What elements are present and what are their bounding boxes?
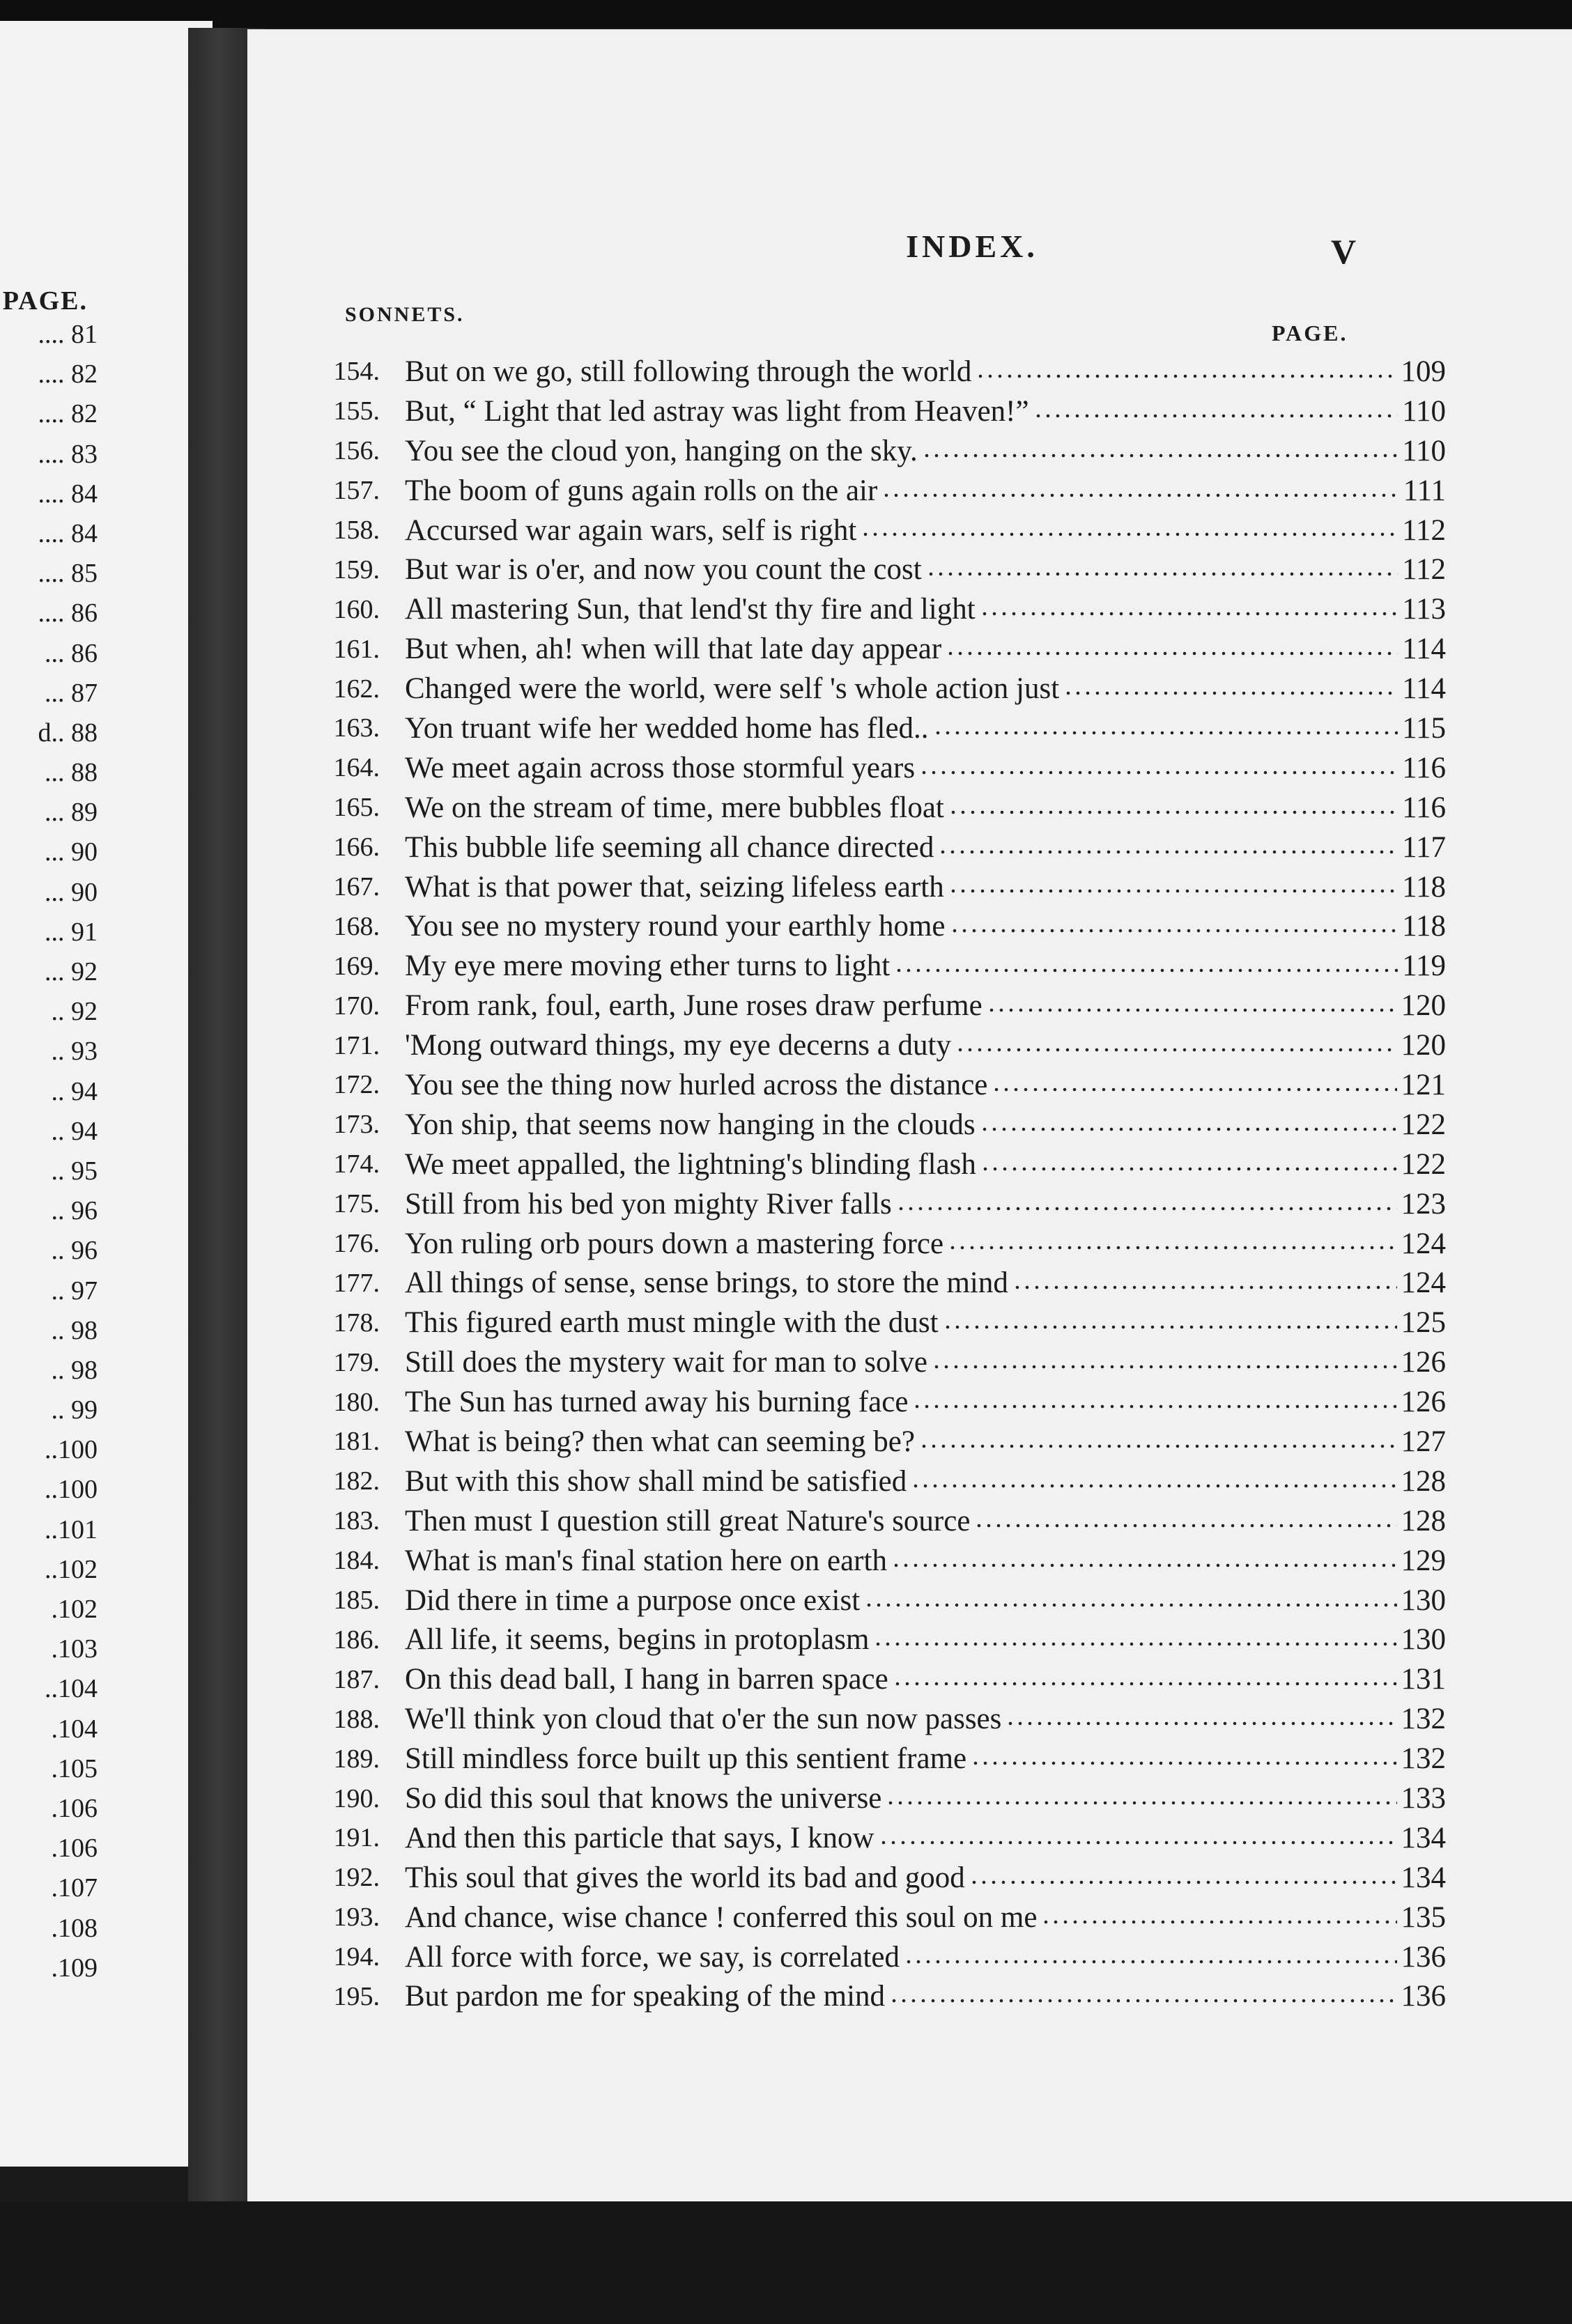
sonnet-first-line: What is being? then what can seeming be?	[405, 1425, 915, 1458]
sonnet-first-line: But, “ Light that led astray was light from Heaven!”	[405, 394, 1029, 428]
sonnet-number: 155.	[333, 396, 380, 426]
sonnet-first-line: But on we go, still following through the world	[405, 355, 972, 388]
index-entry	[296, 828, 1446, 867]
index-entry	[296, 1263, 1446, 1303]
dot-leader	[987, 1003, 1397, 1017]
index-entry	[296, 1303, 1446, 1342]
dot-leader	[894, 963, 1398, 977]
page-reference: 127	[1401, 1425, 1446, 1458]
index-entry	[296, 1620, 1446, 1660]
dot-leader	[879, 1836, 1397, 1850]
index-entry	[296, 589, 1446, 629]
page-reference: 132	[1401, 1703, 1446, 1736]
page-reference: 116	[1402, 791, 1446, 824]
dot-leader	[938, 845, 1398, 859]
sonnet-first-line: But when, ah! when will that late day appear	[405, 633, 942, 666]
sonnet-number: 167.	[333, 872, 380, 902]
page-reference: 113	[1402, 593, 1446, 626]
sonnet-number: 190.	[333, 1783, 380, 1813]
index-entry	[296, 352, 1446, 392]
index-entry	[296, 1025, 1446, 1065]
index-entry	[296, 1224, 1446, 1264]
sonnet-number: 185.	[333, 1586, 380, 1616]
sonnet-first-line: The boom of guns again rolls on the air	[405, 474, 878, 507]
sonnet-number: 171.	[333, 1030, 380, 1060]
index-entry	[296, 1937, 1446, 1977]
dot-leader	[1063, 686, 1398, 700]
index-entry	[296, 511, 1446, 550]
sonnet-first-line: 'Mong outward things, my eye decerns a duty	[405, 1029, 951, 1062]
page-reference: 119	[1402, 950, 1446, 983]
sonnet-first-line: Yon ship, that seems now hanging in the clouds	[405, 1108, 976, 1141]
index-entry	[296, 1145, 1446, 1184]
dot-leader	[891, 1558, 1397, 1572]
index-entry	[296, 867, 1446, 907]
dot-leader	[980, 1162, 1397, 1176]
sonnet-first-line: And then this particle that says, I know	[405, 1821, 874, 1854]
sonnet-number: 159.	[333, 555, 380, 584]
sonnet-first-line: All things of sense, sense brings, to store the mind	[405, 1266, 1008, 1300]
index-entry	[296, 1977, 1446, 2017]
index-entry	[296, 1898, 1446, 1937]
dot-leader	[864, 1598, 1396, 1612]
dot-leader	[948, 884, 1398, 898]
index-entry	[296, 946, 1446, 986]
dot-leader	[911, 1479, 1396, 1493]
sonnet-number: 179.	[333, 1347, 380, 1377]
index-entry	[296, 708, 1446, 748]
index-entry	[296, 1858, 1446, 1898]
previous-page-entry: ..102	[45, 1554, 98, 1584]
page-reference: 112	[1402, 553, 1446, 587]
page-reference: 120	[1401, 1029, 1446, 1062]
sonnet-number: 180.	[333, 1387, 380, 1417]
sonnet-number: 189.	[333, 1744, 380, 1774]
sonnet-first-line: You see the cloud yon, hanging on the sky.	[405, 434, 918, 467]
page-reference: 128	[1401, 1504, 1446, 1537]
sonnet-first-line: Still from his bed yon mighty River falls	[405, 1187, 892, 1221]
dot-leader	[992, 1083, 1396, 1097]
previous-page-entry: .. 99	[51, 1395, 98, 1425]
previous-page-entry: .. 92	[51, 997, 98, 1027]
sonnet-first-line: Yon truant wife her wedded home has fled..	[405, 711, 929, 745]
sonnet-first-line: We meet again across those stormful years	[405, 751, 916, 784]
sonnet-first-line: On this dead ball, I hang in barren space	[405, 1663, 888, 1696]
dot-leader	[861, 527, 1398, 541]
previous-page-entry: ..100	[45, 1475, 98, 1505]
previous-page-entry: ..100	[45, 1435, 98, 1465]
dot-leader	[980, 1122, 1397, 1136]
dot-leader	[955, 1043, 1397, 1057]
dot-leader	[893, 1677, 1397, 1691]
dot-leader	[950, 924, 1398, 938]
previous-page-entry: ... 86	[45, 638, 98, 668]
sonnet-first-line: All mastering Sun, that lend'st thy fire and light	[405, 593, 976, 626]
sonnet-number: 175.	[333, 1189, 380, 1219]
previous-page-column-header: PAGE.	[2, 286, 88, 316]
previous-page-entry: .. 93	[51, 1037, 98, 1067]
sonnet-first-line: What is that power that, seizing lifeless earth	[405, 870, 944, 904]
index-entry	[296, 471, 1446, 511]
previous-page-entry: .. 97	[51, 1276, 98, 1306]
section-label: SONNETS.	[345, 303, 465, 326]
index-entry	[296, 986, 1446, 1025]
index-entry	[296, 1659, 1446, 1699]
page-reference: 131	[1401, 1663, 1446, 1696]
index-entry	[296, 1818, 1446, 1858]
sonnet-first-line: What is man's final station here on earth	[405, 1544, 887, 1577]
page-reference: 136	[1401, 1940, 1446, 1974]
index-entry	[296, 1581, 1446, 1620]
previous-page-entry: .107	[51, 1873, 98, 1903]
sonnet-first-line: This soul that gives the world its bad and good	[405, 1861, 965, 1894]
sonnet-first-line: But pardon me for speaking of the mind	[405, 1980, 886, 2013]
previous-page-entry: ... 92	[45, 957, 98, 986]
sonnet-first-line: This figured earth must mingle with the dust	[405, 1306, 939, 1340]
previous-page-entry: .... 84	[38, 518, 98, 548]
page-reference: 111	[1403, 474, 1446, 507]
previous-page-entry: d.. 88	[38, 718, 98, 747]
sonnet-first-line: Then must I question still great Nature's source	[405, 1504, 971, 1537]
sonnet-first-line: Still does the mystery wait for man to solve	[405, 1346, 928, 1379]
dot-leader	[980, 607, 1398, 621]
sonnet-first-line: You see no mystery round your earthly home	[405, 910, 946, 943]
dot-leader	[1005, 1717, 1396, 1730]
sonnet-number: 177.	[333, 1268, 380, 1298]
dot-leader	[904, 1955, 1397, 1969]
sonnet-number: 187.	[333, 1664, 380, 1694]
sonnet-first-line: We on the stream of time, mere bubbles float	[405, 791, 944, 824]
page-reference: 125	[1401, 1306, 1446, 1340]
page-reference: 115	[1402, 711, 1446, 745]
sonnet-first-line: We'll think yon cloud that o'er the sun now passes	[405, 1703, 1002, 1736]
sonnet-number: 176.	[333, 1229, 380, 1259]
previous-page-entry: .. 94	[51, 1116, 98, 1146]
page-reference: 123	[1401, 1187, 1446, 1221]
page-reference: 114	[1402, 672, 1446, 706]
sonnet-number: 188.	[333, 1704, 380, 1734]
sonnet-number: 170.	[333, 991, 380, 1021]
previous-page-entry: .103	[51, 1634, 98, 1664]
page-title: INDEX.	[906, 228, 1038, 264]
index-entry	[296, 748, 1446, 788]
page-reference: 124	[1401, 1266, 1446, 1300]
sonnet-number: 169.	[333, 951, 380, 981]
sonnet-number: 174.	[333, 1149, 380, 1179]
sonnet-number: 160.	[333, 594, 380, 624]
sonnet-first-line: So did this soul that knows the universe	[405, 1782, 882, 1815]
page-reference: 121	[1401, 1068, 1446, 1101]
previous-page-entry: .104	[51, 1714, 98, 1744]
previous-page-entry: .109	[51, 1953, 98, 1983]
sonnet-first-line: Yon ruling orb pours down a mastering force	[405, 1227, 944, 1260]
page-reference: 112	[1402, 513, 1446, 547]
page-reference: 126	[1401, 1386, 1446, 1419]
dot-leader	[919, 1439, 1397, 1453]
page-reference: 122	[1401, 1108, 1446, 1141]
dot-leader	[919, 766, 1398, 780]
sonnet-first-line: All life, it seems, begins in protoplasm	[405, 1623, 870, 1657]
index-entry	[296, 1699, 1446, 1739]
sonnet-number: 172.	[333, 1070, 380, 1100]
index-entry	[296, 906, 1446, 946]
sonnet-number: 194.	[333, 1942, 380, 1972]
sonnet-first-line: From rank, foul, earth, June roses draw perfume	[405, 989, 982, 1023]
sonnet-first-line: All force with force, we say, is correlated	[405, 1940, 900, 1974]
dot-leader	[933, 726, 1398, 740]
previous-page	[0, 21, 213, 2167]
dot-leader	[948, 805, 1398, 819]
previous-page-entry: .... 83	[38, 439, 98, 469]
dot-leader	[889, 1994, 1396, 2008]
sonnet-first-line: But with this show shall mind be satisfied	[405, 1464, 907, 1498]
sonnet-number: 162.	[333, 674, 380, 704]
page-reference: 120	[1401, 989, 1446, 1023]
sonnet-number: 161.	[333, 634, 380, 664]
previous-page-entry: .108	[51, 1913, 98, 1943]
previous-page-entry: .. 98	[51, 1315, 98, 1345]
sonnet-number: 156.	[333, 436, 380, 466]
sonnet-number: 195.	[333, 1981, 380, 2011]
sonnet-number: 166.	[333, 832, 380, 862]
page-reference: 133	[1401, 1782, 1446, 1815]
dot-leader	[1012, 1280, 1397, 1294]
dot-leader	[922, 449, 1398, 463]
index-entry	[296, 1184, 1446, 1224]
previous-page-entry: .106	[51, 1834, 98, 1864]
page-reference: 134	[1401, 1821, 1446, 1854]
previous-page-column	[0, 315, 98, 1988]
previous-page-entry: .... 81	[38, 320, 98, 349]
page-reference: 110	[1402, 434, 1446, 467]
page-reference: 110	[1402, 394, 1446, 428]
index-entry	[296, 1779, 1446, 1818]
sonnet-number: 186.	[333, 1625, 380, 1655]
sonnet-number: 163.	[333, 713, 380, 743]
previous-page-entry: ... 88	[45, 758, 98, 788]
index-entry	[296, 1501, 1446, 1541]
page-reference: 114	[1402, 633, 1446, 666]
previous-page-entry: ... 91	[45, 917, 98, 947]
sonnet-first-line: Accursed war again wars, self is right	[405, 513, 857, 547]
scan-border-top	[0, 0, 1572, 28]
index-entry	[296, 1462, 1446, 1501]
dot-leader	[912, 1400, 1396, 1413]
previous-page-entry: .. 96	[51, 1196, 98, 1226]
previous-page-entry: ..101	[45, 1515, 98, 1544]
page-reference: 135	[1401, 1900, 1446, 1934]
dot-leader	[971, 1756, 1396, 1770]
sonnet-first-line: The Sun has turned away his burning face	[405, 1386, 909, 1419]
dot-leader	[896, 1202, 1397, 1216]
dot-leader	[946, 646, 1398, 660]
page-reference: 129	[1401, 1544, 1446, 1577]
previous-page-entry: .... 84	[38, 479, 98, 509]
sonnet-first-line: Did there in time a purpose once exist	[405, 1583, 861, 1617]
sonnet-number: 154.	[333, 357, 380, 387]
previous-page-entry: .105	[51, 1753, 98, 1783]
previous-page-entry: ... 90	[45, 877, 98, 907]
previous-page-entry: .102	[51, 1595, 98, 1624]
previous-page-entry: .... 82	[38, 359, 98, 389]
sonnet-first-line: My eye mere moving ether turns to light	[405, 950, 891, 983]
dot-leader	[974, 1519, 1396, 1533]
dot-leader	[926, 567, 1398, 581]
page-reference: 118	[1402, 870, 1446, 904]
previous-page-entry: .106	[51, 1793, 98, 1823]
sonnet-number: 168.	[333, 911, 380, 941]
dot-leader	[886, 1796, 1396, 1810]
index-entry	[296, 669, 1446, 708]
previous-page-entry: ... 87	[45, 678, 98, 708]
sonnet-number: 157.	[333, 476, 380, 506]
dot-leader	[1041, 1915, 1396, 1929]
previous-page-entry: .. 95	[51, 1156, 98, 1186]
sonnet-number: 191.	[333, 1823, 380, 1853]
page-number: V	[1331, 232, 1357, 271]
index-entry	[296, 1382, 1446, 1422]
page-reference: 136	[1401, 1980, 1446, 2013]
page-column-header: PAGE.	[1272, 320, 1348, 346]
previous-page-entry: .. 94	[51, 1076, 98, 1106]
sonnet-first-line: You see the thing now hurled across the distance	[405, 1068, 988, 1101]
page-reference: 132	[1401, 1742, 1446, 1776]
page-reference: 117	[1402, 830, 1446, 864]
sonnet-first-line: But war is o'er, and now you count the cost	[405, 553, 922, 587]
sonnet-first-line: Still mindless force built up this sentient frame	[405, 1742, 967, 1776]
sonnet-first-line: And chance, wise chance ! conferred this soul on me	[405, 1900, 1038, 1934]
page-reference: 130	[1401, 1583, 1446, 1617]
page-reference: 109	[1401, 355, 1446, 388]
previous-page-entry: .. 98	[51, 1355, 98, 1385]
sonnet-number: 165.	[333, 793, 380, 823]
page-reference: 124	[1401, 1227, 1446, 1260]
sonnet-number: 158.	[333, 516, 380, 545]
page-reference: 118	[1402, 910, 1446, 943]
index-entry	[296, 629, 1446, 669]
sonnet-first-line: Changed were the world, were self 's whole action just	[405, 672, 1060, 706]
previous-page-entry: ..104	[45, 1674, 98, 1704]
page-reference: 126	[1401, 1346, 1446, 1379]
sonnet-first-line: We meet appalled, the lightning's blinding flash	[405, 1147, 976, 1181]
sonnet-number: 182.	[333, 1466, 380, 1496]
previous-page-entry: ... 90	[45, 837, 98, 867]
index-entry	[296, 431, 1446, 471]
sonnet-number: 192.	[333, 1863, 380, 1893]
dot-leader	[881, 488, 1398, 502]
previous-page-entry: .. 96	[51, 1236, 98, 1266]
page-reference: 130	[1401, 1623, 1446, 1657]
sonnet-number: 184.	[333, 1546, 380, 1576]
dot-leader	[943, 1320, 1397, 1334]
page-reference: 122	[1401, 1147, 1446, 1181]
page-reference: 116	[1402, 751, 1446, 784]
index-entries	[296, 352, 1446, 2016]
index-entry	[296, 1105, 1446, 1145]
previous-page-entry: ... 89	[45, 798, 98, 828]
page-reference: 134	[1401, 1861, 1446, 1894]
index-page	[247, 29, 1572, 2203]
index-entry	[296, 392, 1446, 431]
dot-leader	[969, 1875, 1397, 1889]
index-entry	[296, 1422, 1446, 1462]
scan-border-bottom	[0, 2201, 1572, 2324]
dot-leader	[976, 369, 1396, 383]
sonnet-number: 173.	[333, 1110, 380, 1140]
index-entry	[296, 788, 1446, 828]
sonnet-number: 178.	[333, 1308, 380, 1338]
sonnet-first-line: This bubble life seeming all chance directed	[405, 830, 934, 864]
index-entry	[296, 1739, 1446, 1779]
dot-leader	[948, 1241, 1396, 1255]
dot-leader	[873, 1637, 1396, 1651]
dot-leader	[932, 1360, 1396, 1374]
dot-leader	[1033, 409, 1398, 423]
previous-page-entry: .... 86	[38, 598, 98, 628]
page-reference: 128	[1401, 1464, 1446, 1498]
sonnet-number: 183.	[333, 1506, 380, 1536]
sonnet-number: 181.	[333, 1427, 380, 1457]
index-entry	[296, 1342, 1446, 1382]
index-entry	[296, 1065, 1446, 1105]
previous-page-entry: .... 82	[38, 399, 98, 429]
index-entry	[296, 1541, 1446, 1581]
index-entry	[296, 550, 1446, 589]
sonnet-number: 164.	[333, 753, 380, 783]
sonnet-number: 193.	[333, 1903, 380, 1932]
previous-page-entry: .... 85	[38, 559, 98, 589]
